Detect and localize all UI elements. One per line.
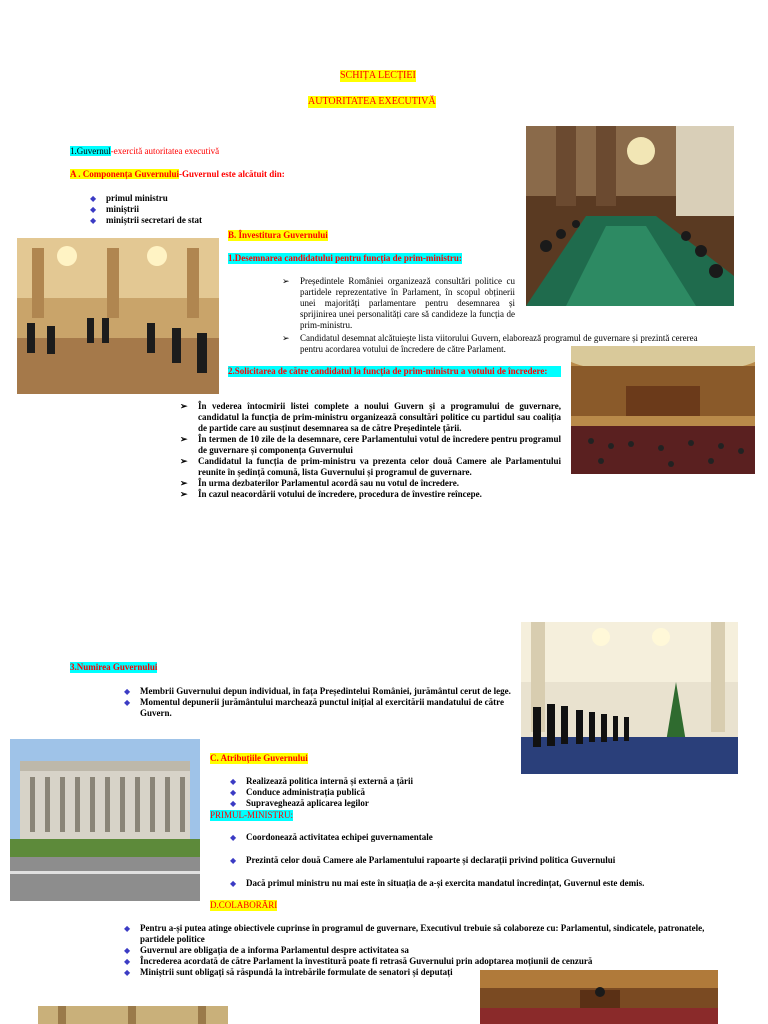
section-1-text: -exercită autoritatea executivă [110, 146, 220, 156]
section-1-line [70, 146, 219, 157]
list-item: ◆ miniștrii secretari de stat [88, 215, 228, 226]
section-b-label: B. Învestitura Guvernului [228, 230, 328, 240]
section-c-label: C. Atribuțiile Guvernului [210, 753, 308, 763]
list-item: ◆ Membrii Guvernului depun individual, în fața Președintelui României, jurământul cerut de lege. [122, 686, 512, 697]
list-item: ➢ În termen de 10 zile de la desemnare, cere Parlamentului votul de încredere pentru programul de guvernare și componența Guvernului [180, 434, 561, 456]
list-item: ◆ Dacă primul ministru nu mai este în situația de a-și exercita mandatul încredințat, Guvernul este demis. [228, 878, 728, 889]
prime-minister-label: PRIMUL-MINISTRU: [210, 810, 294, 820]
swearing-in-ceremony-photo [521, 622, 738, 774]
list-item: ◆ Prezintă celor două Camere ale Parlamentului rapoarte și declarații privind politica Guvernului [228, 855, 728, 866]
list-item: ➢ Președintele României organizează consultări politice cu partidele reprezentative în Parlament, în scopul obținerii unei majorități parlamentare pentru desemnarea și sprijinirea unei personalități care să candideze la funcția de prim-ministru. [282, 276, 515, 331]
list-item: ◆ Coordonează activitatea echipei guvernamentale [228, 832, 728, 843]
section-3-list [122, 686, 512, 719]
list-item: ➢ Candidatul la funcția de prim-ministru va prezenta celor două Camere ale Parlamentului reunite în ședință comună, lista Guvernului și programul de guvernare. [180, 456, 561, 478]
list-item: ◆ primul ministru [88, 193, 228, 204]
section-1-label: 1.Guvernul [70, 146, 111, 156]
document-title: SCHIȚA LECȚIEI [340, 70, 416, 81]
parliament-chamber-photo [571, 346, 755, 474]
hall-interior-photo [38, 1006, 228, 1024]
hall-gathering-photo [17, 238, 219, 394]
list-item: ➢ În vederea întocmirii listei complete a noului Guvern și a programului de guvernare, candidatul la funcția de prim-ministru organizează consultări politice cu partidul sau coaliția de partide care au susținut desemnarea sa de către Președintele țării. [180, 401, 561, 434]
list-item: ➢ În urma dezbaterilor Parlamentul acordă sau nu votul de încredere. [180, 478, 561, 489]
prime-minister-list [228, 832, 728, 889]
document-subtitle: AUTORITATEA EXECUTIVĂ [308, 96, 436, 107]
section-b-sub2-list [180, 401, 561, 500]
section-a-line [70, 169, 285, 180]
section-c-list [228, 776, 528, 809]
section-a-label: A . Componența Guvernului [70, 169, 180, 179]
section-a-list [88, 193, 228, 226]
list-item: ➢ În cazul neacordării votului de încredere, procedura de învestire reîncepe. [180, 489, 561, 500]
section-3-label: 3.Numirea Guvernului [70, 662, 158, 672]
list-item: ➢ Candidatul desemnat alcătuiește lista viitorului Guvern, elaborează programul de guvernare și prezintă cererea pentru acordarea votului de încredere de către Parlament. [282, 333, 702, 355]
government-building-photo [10, 739, 200, 901]
list-item: ◆ Guvernul are obligația de a informa Parlamentul despre activitatea sa [122, 945, 722, 956]
list-item: ◆ Pentru a-și putea atinge obiectivele cuprinse în programul de guvernare, Executivul trebuie să colaboreze cu: Parlamentul, sindicatele, patronatele, partidele politice [122, 923, 722, 945]
list-item: ◆ Încrederea acordată de către Parlament la învestitură poate fi retrasă Guvernului prin adoptarea moțiunii de cenzură [122, 956, 722, 967]
list-item: ◆ Conduce administrația publică [228, 787, 528, 798]
parliament-podium-photo [480, 970, 718, 1024]
list-item: ◆ Momentul depunerii jurământului marchează punctul inițial al exercitării mandatului de către Guvern. [122, 697, 512, 719]
section-a-text: -Guvernul este alcătuit din: [179, 169, 285, 179]
list-item: ◆ Miniștrii sunt obligați să răspundă la întrebările formulate de senatori și deputați [122, 967, 470, 978]
section-b-sub1-label: 1.Desemnarea candidatului pentru funcția de prim-ministru: [228, 253, 462, 263]
list-item: ◆ miniștrii [88, 204, 228, 215]
list-item: ◆ Realizează politica internă și externă a țării [228, 776, 528, 787]
government-meeting-photo [526, 126, 734, 306]
section-b-sub2-label: 2.Solicitarea de către candidatul la funcția de prim-ministru a votului de încredere: [228, 366, 561, 377]
section-d-label: D.COLABORĂRI [210, 900, 278, 910]
list-item: ◆ Supraveghează aplicarea legilor [228, 798, 528, 809]
